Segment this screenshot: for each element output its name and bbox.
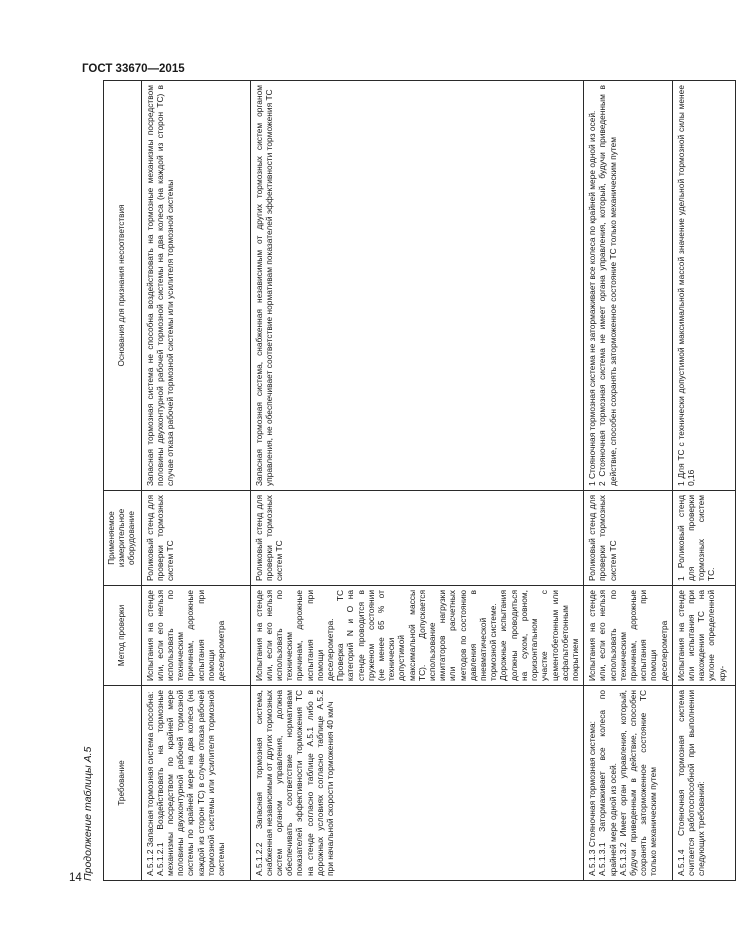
table-row xyxy=(250,81,584,881)
table-row xyxy=(584,81,673,881)
method-cell xyxy=(141,586,250,686)
table-row xyxy=(672,81,735,881)
column-header: Метод проверки xyxy=(104,586,142,686)
requirements-table xyxy=(103,80,736,881)
cell-paragraph: Испытания на стенде или, если его нельзя использовать по техническим причинам, дорожные испытания при помощи деселерометра. xyxy=(253,590,336,681)
method-cell xyxy=(672,586,735,686)
equipment-cell xyxy=(250,491,584,586)
cell-paragraph: 1 Стояночная тормозная система не затормаживает все колеса по крайней мере одной из осей. xyxy=(587,110,598,486)
rotated-table-block xyxy=(82,81,727,881)
requirement-cell xyxy=(250,686,584,881)
cell-paragraph: Проверка ТС категорий N и O на стенде проводится в груженом состоянии (не менее 65 % от технически допустимой максимальной массы ТС). Допускается использование имитаторов нагрузки или расчетных методов по состоянию давления в пневматической тормозной системе. xyxy=(335,590,499,681)
basis-cell xyxy=(141,81,250,491)
requirement-cell xyxy=(141,686,250,881)
requirement-cell xyxy=(584,686,673,881)
cell-paragraph: 1 Для ТС с технически допустимой максимальной массой значение удельной тормозной силы менее 0,16 xyxy=(675,85,696,486)
cell-paragraph: А.5.1.2 Запасная тормозная система способна: xyxy=(144,691,155,876)
cell-paragraph: А.5.1.2.1 Воздействовать на тормозные механизмы посредством по крайней мере половины двухконтурной рабочей тормозной системы по крайней мере на два колеса (на каждой из сторон ТС) в случае отказа рабочей тормозной системы или усилителя тормозной системы xyxy=(154,690,227,876)
cell-paragraph: 2 Стояночная тормозная система не имеет органа управления, который, будучи приведенным в действие, способен сохранять заторможенное состояние ТС только механическим путем xyxy=(597,85,618,486)
cell-paragraph: Роликовый стенд для проверки тормозных систем ТС xyxy=(587,495,618,581)
table-continuation-label: Продолжение таблицы А.5 xyxy=(82,746,94,881)
cell-paragraph: Испытания на стенде или, если его нельзя использовать по техническим причинам, дорожные испытания при помощи деселерометра xyxy=(587,590,669,681)
cell-paragraph: А.5.1.3.1 Затормаживает все колеса по крайней мере одной из осей. xyxy=(597,690,618,876)
column-header: Основания для признания несоответствия xyxy=(104,81,142,491)
cell-paragraph: А.5.1.3 Стояночная тормозная система: xyxy=(587,720,598,876)
column-header: Требование xyxy=(104,686,142,881)
equipment-cell xyxy=(672,491,735,586)
cell-paragraph: А.5.1.4 Стояночная тормозная система считается работоспособной при выполнении следующих требований: xyxy=(675,690,707,876)
cell-paragraph: Испытания на стенде или испытания при нахождении ТС на уклоне определенной кру- xyxy=(675,590,727,681)
method-cell xyxy=(584,586,673,686)
cell-paragraph: Испытания на стенде или, если его нельзя использовать по техническим причинам, дорожные испытания при помощи деселерометра xyxy=(144,590,227,681)
cell-paragraph: А.5.1.2.2 Запасная тормозная система, снабженная независимым от других тормозных систем органом управления, должна обеспечивать соответствие нормативам показателей эффективности торможения ТС на стенде согласно таблице А.5.1 либо в дорожных условиях согласно таблице А.5.2 при начальной скорости торможения 40 км/ч xyxy=(253,690,336,876)
equipment-cell xyxy=(584,491,673,586)
cell-paragraph: Роликовый стенд для проверки тормозных систем ТС xyxy=(144,495,176,581)
table-row xyxy=(141,81,250,881)
column-header: Применяемое измерительное оборудование xyxy=(104,491,142,586)
basis-cell xyxy=(672,81,735,491)
requirement-cell xyxy=(672,686,735,881)
page-number: 14 xyxy=(69,872,82,884)
basis-cell xyxy=(250,81,584,491)
cell-paragraph: Роликовый стенд для проверки тормозных систем ТС xyxy=(253,495,285,581)
method-cell xyxy=(250,586,584,686)
cell-paragraph: Дорожные испытания должны проводиться на сухом, ровном, горизонтальном участке с цементобетонным или асфальтобетонным покрытием xyxy=(498,590,580,681)
cell-paragraph: А.5.1.3.2 Имеет орган управления, который, будучи приведенным в действие, способен сохранять заторможенное состояние ТС только механическим путем xyxy=(617,690,659,876)
cell-paragraph: Запасная тормозная система не способна воздействовать на тормозные механизмы посредством половины двухконтурной рабочей тормозной системы на два колеса (на каждой из сторон ТС) в случае отказа рабочей тормозной системы или усилителя тормозной системы xyxy=(144,85,176,486)
cell-paragraph: Запасная тормозная система, снабженная независимым от других тормозных систем органом управления, не обеспечивает соответствие нормативам показателей эффективности торможения ТС xyxy=(253,85,274,486)
basis-cell xyxy=(584,81,673,491)
table-header-row xyxy=(104,81,142,881)
cell-paragraph: 1 Роликовый стенд для проверки тормозных систем ТС. xyxy=(675,495,717,581)
standard-header: ГОСТ 33670—2015 xyxy=(82,63,185,75)
equipment-cell xyxy=(141,491,250,586)
